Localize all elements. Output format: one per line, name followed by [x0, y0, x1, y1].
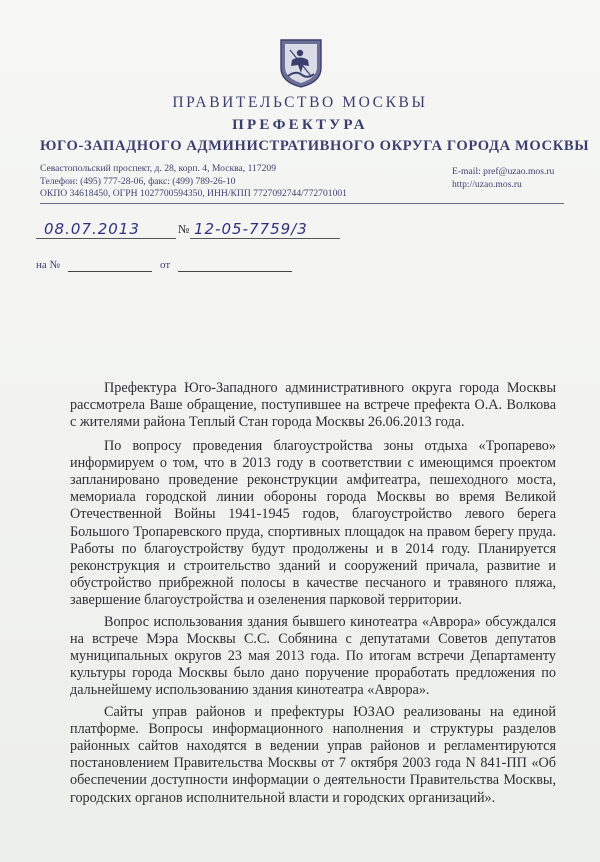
reference-number-line: [68, 271, 152, 272]
registry-codes: ОКПО 34618450, ОГРН 1027700594350, ИНН/КПП 7727092744/772701001: [40, 188, 347, 199]
contact-left: [40, 163, 347, 201]
contact-right: [452, 166, 554, 191]
letter-body: [70, 380, 556, 811]
paragraph-websites: Сайты управ районов и префектуры ЮЗАО реализованы на единой платформе. Вопросы информационного наполнения и структуры разделов районных сайтов находятся в ведении управ районов и регламентируются постановлением Правительства Москвы от 7 октября 2003 года N 841-ПП «Об обеспечении доступности информации о деятельности Правительства Москвы, городских органов исполнительной власти и городских организаций».: [70, 703, 556, 806]
number-label: №: [178, 222, 190, 236]
moscow-coat-of-arms-icon: [278, 38, 324, 88]
prefecture-title: ПРЕФЕКТУРА: [232, 117, 368, 133]
email: E-mail: pref@uzao.mos.ru: [452, 166, 555, 177]
registration-number: 12-05-7759/3: [194, 220, 308, 238]
website: http://uzao.mos.ru: [452, 178, 522, 190]
date-underline: [36, 238, 176, 239]
reference-date-line: [178, 271, 292, 272]
paragraph-avrora: Вопрос использования здания бывшего кинотеатра «Аврора» обсуждался на встрече Мэра Москвы С.С. Собянина с депутатами Советов депутатов муниципальных округов 23 мая 2013 года. По итогам встречи Департаменту культуры города Москвы было дано поручение проработать предложения по дальнейшему использованию здания кинотеатра «Аврора».: [70, 613, 556, 699]
header-divider: [40, 203, 564, 204]
registration-date: 08.07.2013: [44, 220, 140, 238]
number-underline: [190, 238, 340, 239]
address: Севастопольский проспект, д. 28, корп. 4, Москва, 117209: [40, 163, 277, 174]
district-title: ЮГО-ЗАПАДНОГО АДМИНИСТРАТИВНОГО ОКРУГА ГОРОДА МОСКВЫ: [40, 138, 590, 154]
government-title: ПРАВИТЕЛЬСТВО МОСКВЫ: [172, 94, 428, 111]
paragraph-intro: Префектура Юго-Западного административного округа города Москвы рассмотрела Ваше обращение, поступившее на встрече префекта О.А. Волкова с жителями района Теплый Стан города Москвы 26.06.2013 года.: [70, 380, 556, 431]
paragraph-troparevo: По вопросу проведения благоустройства зоны отдыха «Тропарево» информируем о том, что в 2013 году в соответствии с имеющимся проектом запланировано проведение реконструкции амфитеатра, пешеходного моста, мемориала городской линии обороны города Москвы во время Великой Отечественной Войны 1941-1945 годов, благоустройство левого берега Большого Тропаревского пруда, спортивных площадок на правом берегу пруда. Работы по благоустройству будут продолжены и в 2014 году. Планируется реконструкция и строительство зданий и сооружений причала, развитие и обустройство прибрежной полосы в качестве песчаного и травяного пляжа, завершение благоустройства и озеленения парковой территории.: [70, 437, 556, 609]
phone: Телефон: (495) 777-28-06, факс: (499) 789-26-10: [40, 175, 236, 187]
reference-date-label: от: [160, 259, 171, 271]
reference-number-label: на №: [36, 259, 61, 271]
